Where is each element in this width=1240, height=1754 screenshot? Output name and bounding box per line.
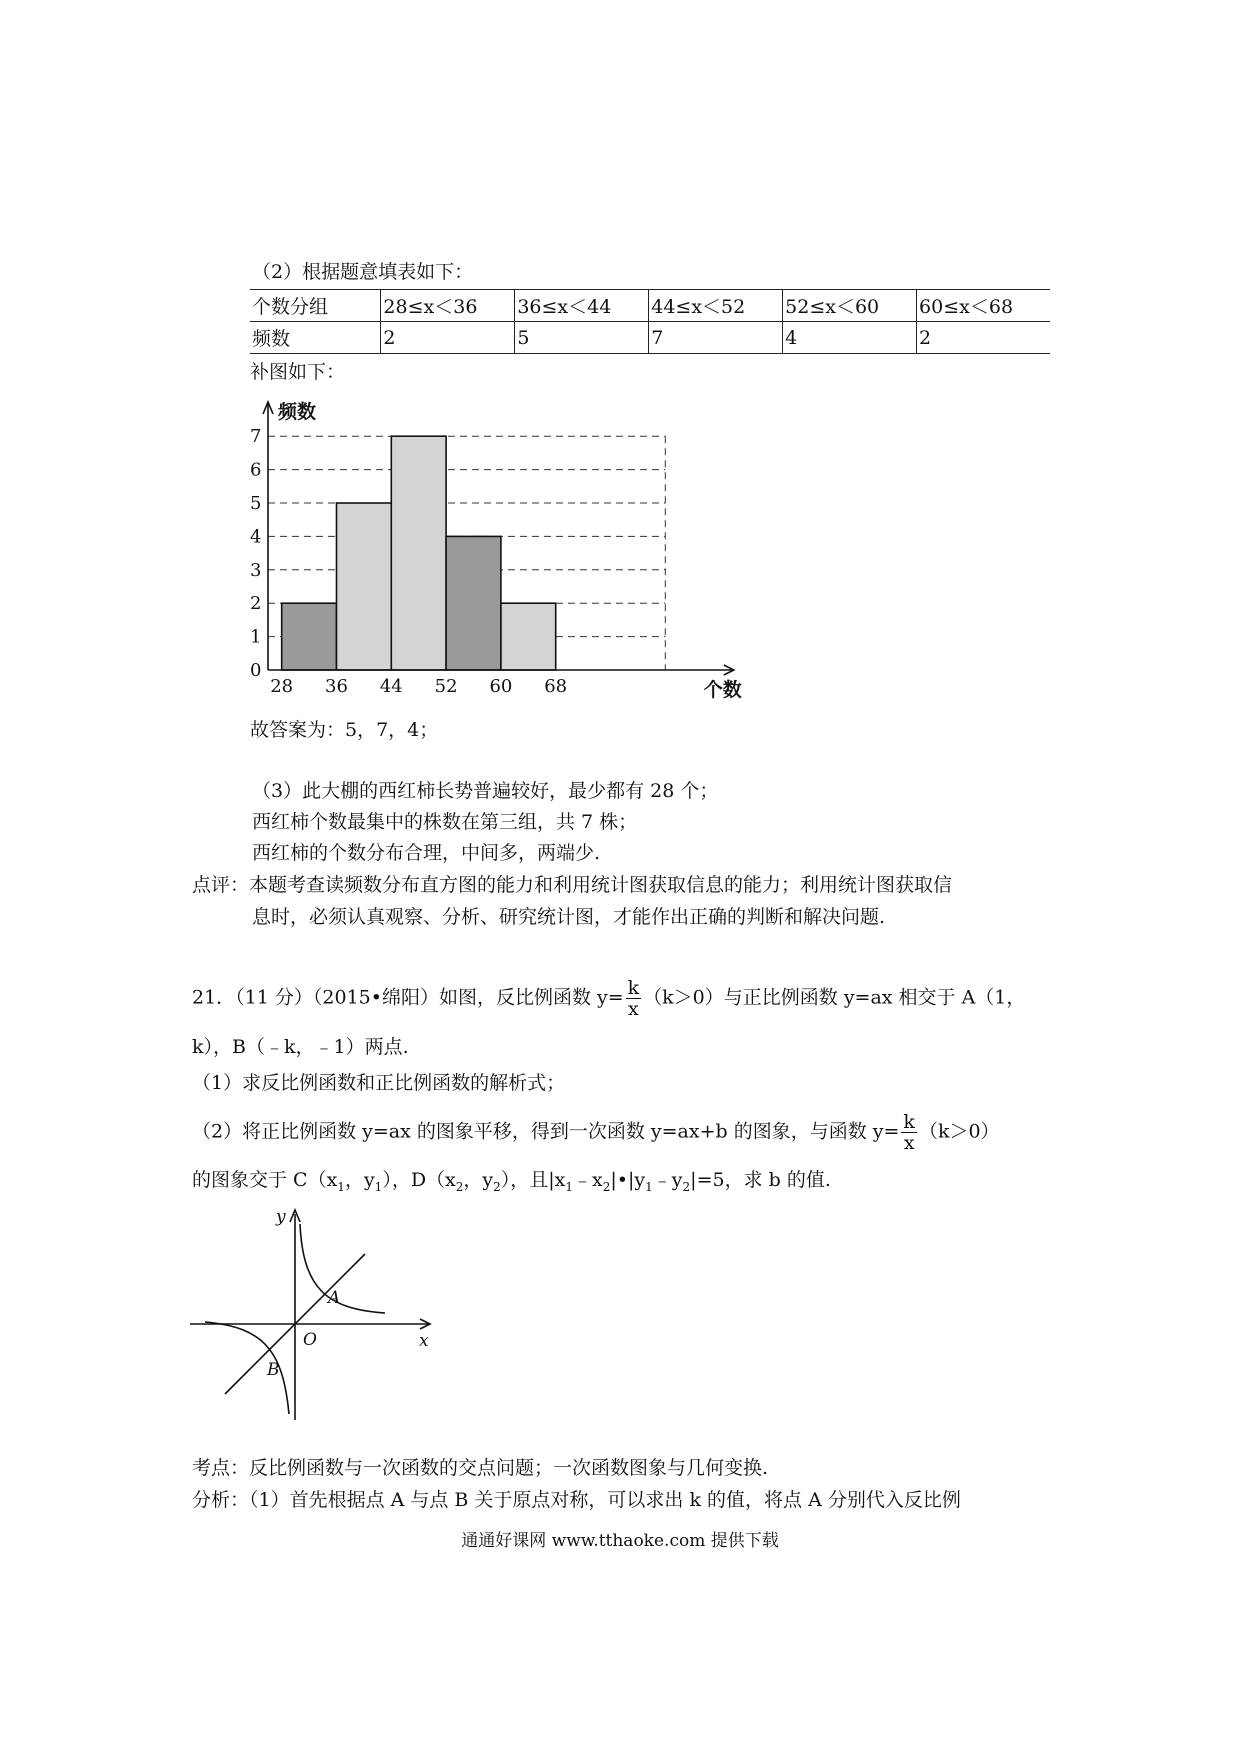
subscript: 2: [682, 1179, 691, 1194]
fraction-denominator: x: [903, 1132, 915, 1154]
q21-text: |•|y: [610, 1169, 646, 1191]
q21-text: 21．（11 分）（2015•绵阳）如图，反比例函数 y=: [192, 986, 624, 1009]
q21-line-2: k），B（﹣k，﹣1）两点.: [192, 1036, 409, 1058]
x-axis-title: 个数: [703, 679, 742, 701]
histogram-bar: [501, 603, 556, 670]
q21-part2-line-1: [192, 1112, 1000, 1153]
q21-text: ），D（x: [382, 1169, 456, 1191]
table-cell: 36≤x＜44: [515, 290, 649, 322]
fraction-denominator: x: [628, 998, 639, 1020]
table-cell: 44≤x＜52: [649, 290, 783, 322]
table-row: [250, 322, 1050, 354]
q21-text: 的图象交于 C（x: [192, 1169, 338, 1191]
y-axis-title: 频数: [278, 401, 317, 423]
table-cell: 5: [515, 322, 649, 354]
y-tick-label: 1: [250, 626, 262, 648]
function-graph: [185, 1202, 445, 1424]
key-point: 考点：反比例函数与一次函数的交点问题；一次函数图象与几何变换.: [192, 1457, 769, 1479]
table-cell: 2: [381, 322, 515, 354]
point-b-label: B: [267, 1360, 280, 1380]
y-axis-label: y: [276, 1207, 286, 1227]
point-a-label: A: [328, 1288, 341, 1308]
answer-line: 故答案为：5，7，4；: [250, 719, 439, 741]
subscript: 1: [374, 1179, 383, 1194]
table-row: [250, 290, 1050, 322]
q21-text: ﹣y: [652, 1169, 683, 1191]
q21-text: ，y: [344, 1169, 375, 1191]
table-cell: 60≤x＜68: [917, 290, 1050, 322]
histogram-chart: [240, 398, 742, 708]
y-tick-label: 6: [250, 459, 262, 481]
table-cell: 52≤x＜60: [783, 290, 917, 322]
part2-intro: （2）根据题意填表如下：: [252, 261, 474, 283]
table-cell: 2: [917, 322, 1050, 354]
fraction-k-over-x: [901, 1112, 917, 1153]
x-axis-label: x: [419, 1331, 429, 1351]
table-cell: 4: [783, 322, 917, 354]
y-tick-label: 0: [250, 660, 262, 681]
x-tick-label: 28: [270, 676, 294, 697]
q21-text: （2）将正比例函数 y=ax 的图象平移，得到一次函数 y=ax+b 的图象，与函数 y=: [192, 1120, 900, 1143]
q21-part1: （1）求反比例函数和正比例函数的解析式；: [192, 1072, 566, 1094]
fraction-numerator: k: [903, 1111, 915, 1133]
subscript: 2: [455, 1179, 464, 1194]
part3-line-1: （3）此大棚的西红柿长势普遍较好，最少都有 28 个；: [252, 780, 719, 802]
fraction-numerator: k: [627, 977, 640, 999]
subscript: 1: [337, 1179, 345, 1194]
part3-line-2: 西红柿个数最集中的株数在第三组，共 7 株；: [252, 811, 638, 833]
y-tick-label: 7: [250, 426, 262, 448]
part3-line-3: 西红柿的个数分布合理，中间多，两端少.: [252, 842, 601, 864]
q21-text: ，y: [463, 1169, 494, 1191]
x-tick-label: 44: [379, 676, 403, 697]
x-tick-label: 36: [325, 676, 348, 697]
table-cell: 频数: [250, 322, 381, 354]
subscript: 2: [602, 1179, 611, 1194]
histogram-bar: [391, 436, 446, 670]
comment-line-2: 息时，必须认真观察、分析、研究统计图，才能作出正确的判断和解决问题.: [252, 906, 886, 928]
histogram-bar: [446, 536, 501, 670]
analysis: 分析：（1）首先根据点 A 与点 B 关于原点对称，可以求出 k 的值，将点 A 分别代入反比例: [192, 1489, 961, 1511]
q21-text: （k＞0）与正比例函数 y=ax 相交于 A（1，: [643, 986, 1026, 1009]
frequency-table: [250, 289, 1050, 354]
y-tick-label: 2: [250, 593, 262, 615]
y-tick-label: 4: [250, 526, 262, 548]
page-footer: 通通好课网 www.tthaoke.com 提供下载: [461, 1531, 779, 1551]
y-tick-label: 3: [250, 559, 262, 581]
x-tick-label: 52: [434, 676, 458, 697]
subscript: 1: [565, 1179, 574, 1194]
subscript: 2: [493, 1179, 501, 1194]
comment-line-1: 点评：本题考查读频数分布直方图的能力和利用统计图获取信息的能力；利用统计图获取信: [192, 874, 953, 896]
x-tick-label: 68: [544, 676, 568, 697]
origin-label: O: [303, 1330, 317, 1350]
fraction-k-over-x: [626, 978, 642, 1019]
figure-intro: 补图如下：: [250, 361, 346, 383]
table-cell: 个数分组: [250, 290, 381, 322]
histogram-bar: [337, 503, 392, 670]
q21-text: |=5，求 b 的值.: [690, 1169, 831, 1191]
q21-text: （k＞0）: [918, 1120, 1000, 1143]
histogram-bar: [282, 603, 337, 670]
q21-text: ），且|x: [500, 1169, 566, 1191]
table-cell: 7: [649, 322, 783, 354]
subscript: 1: [645, 1179, 653, 1194]
q21-part2-line-2: [192, 1166, 831, 1201]
y-tick-label: 5: [250, 493, 262, 514]
x-tick-label: 60: [489, 676, 513, 697]
table-cell: 28≤x＜36: [381, 290, 515, 322]
q21-text: ﹣x: [573, 1169, 603, 1191]
q21-line-1: [192, 978, 1025, 1019]
hyperbola-branch-1: [300, 1224, 385, 1313]
